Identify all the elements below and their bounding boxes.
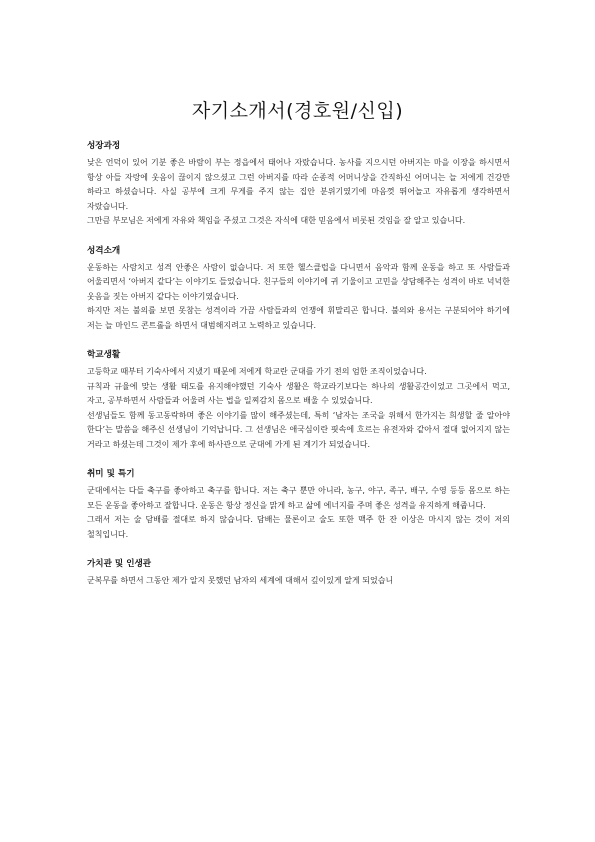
section-heading: 학교생활 — [87, 350, 121, 360]
paragraph: 그래서 저는 술 담배를 절대로 하지 않습니다. 담배는 물론이고 술도 또한 맥주 한 잔 이상은 마시지 않는 것이 저의 철칙입니다. — [87, 515, 510, 539]
section-personality — [87, 245, 510, 334]
paragraph: 규칙과 규율에 맞는 생활 태도를 유지해야했던 기숙사 생활은 학교라기보다는 하나의 생활공간이었고 그곳에서 먹고, 자고, 공부하면서 사람들과 어울려 사는 법을 일찌감치 몸으로 배울 수 있었습니다. — [87, 381, 510, 405]
paragraph: 운동하는 사람치고 성격 안좋은 사람이 없습니다. 저 또한 헬스클럽을 다니면서 음악과 함께 운동을 하고 또 사람들과 어울리면서 ‘아버지 같다’는 이야기도 들었습니다. 친구들의 이야기에 귀 기울이고 고민을 상담해주는 성격이 바로 넉넉한 웃음을 짓는 아버지 같다는 이야기였습니다. — [87, 262, 510, 301]
section-values — [87, 558, 510, 589]
paragraph: 하지만 저는 불의를 보면 못참는 성격이라 가끔 사람들과의 언쟁에 휘말리곤 합니다. 불의와 용서는 구분되어야 하기에 저는 늘 마인드 콘트롤을 하면서 대범해지려고 노력하고 있습니다. — [87, 306, 510, 330]
section-heading: 성장과정 — [87, 141, 121, 151]
document-title: 자기소개서(경호원/신입) — [191, 100, 404, 122]
paragraph: 군복무를 하면서 그동안 제가 알지 못했던 남자의 세계에 대해서 깊이있게 알게 되었습니 — [87, 576, 394, 585]
paragraph: 군대에서는 다들 축구를 좋아하고 축구를 합니다. 저는 축구 뿐만 아니라, 농구, 야구, 족구, 배구, 수영 등등 몸으로 하는 모든 운동을 좋아하고 잘합니다. 운동은 항상 정신을 맑게 하고 삶에 에너지를 주며 좋은 성격을 유지하게 해줍니다. — [87, 486, 510, 510]
paragraph: 선생님들도 함께 동고동락하며 좋은 이야기를 많이 해주셨는데, 특히 ‘남자는 조국을 위해서 한가지는 희생할 줄 알아야 한다’는 말씀을 해주신 선생님이 기억납니다. 그 선생님은 애국심이란 핏속에 흐르는 유전자와 같아서 절대 없어지지 않는 거라고 하셨는데 그것이 제가 후에 하사관으로 군대에 가게 된 계기가 되었습니다. — [87, 410, 510, 449]
section-growth — [87, 140, 510, 229]
section-heading: 취미 및 특기 — [87, 469, 135, 479]
paragraph: 낮은 언덕이 있어 기분 좋은 바람이 부는 정읍에서 태어나 자랐습니다. 농사를 지으시던 아버지는 마을 이장을 하시면서 항상 아들 자랑에 웃음이 끊이지 않으셨고 그런 아버지를 따라 순종적 어머니상을 간직하신 어머니는 늘 저에게 건강만 하라고 하셨습니다. 사실 공부에 크게 무게를 주지 않는 집안 분위기였기에 마음껏 뛰어놀고 자유롭게 생각하면서 자랐습니다. — [87, 158, 510, 211]
section-school-life — [87, 349, 510, 452]
paragraph: 고등학교 때부터 기숙사에서 지냈기 때문에 저에게 학교란 군대를 가기 전의 엄한 조직이었습니다. — [87, 367, 427, 376]
paragraph: 그만큼 부모님은 저에게 자유와 책임을 주셨고 그것은 자식에 대한 믿음에서 비롯된 것임을 잘 알고 있습니다. — [87, 216, 466, 225]
document-body — [87, 140, 510, 605]
section-heading: 성격소개 — [87, 245, 121, 256]
section-hobbies — [87, 468, 510, 542]
section-heading: 가치관 및 인생관 — [87, 559, 152, 569]
